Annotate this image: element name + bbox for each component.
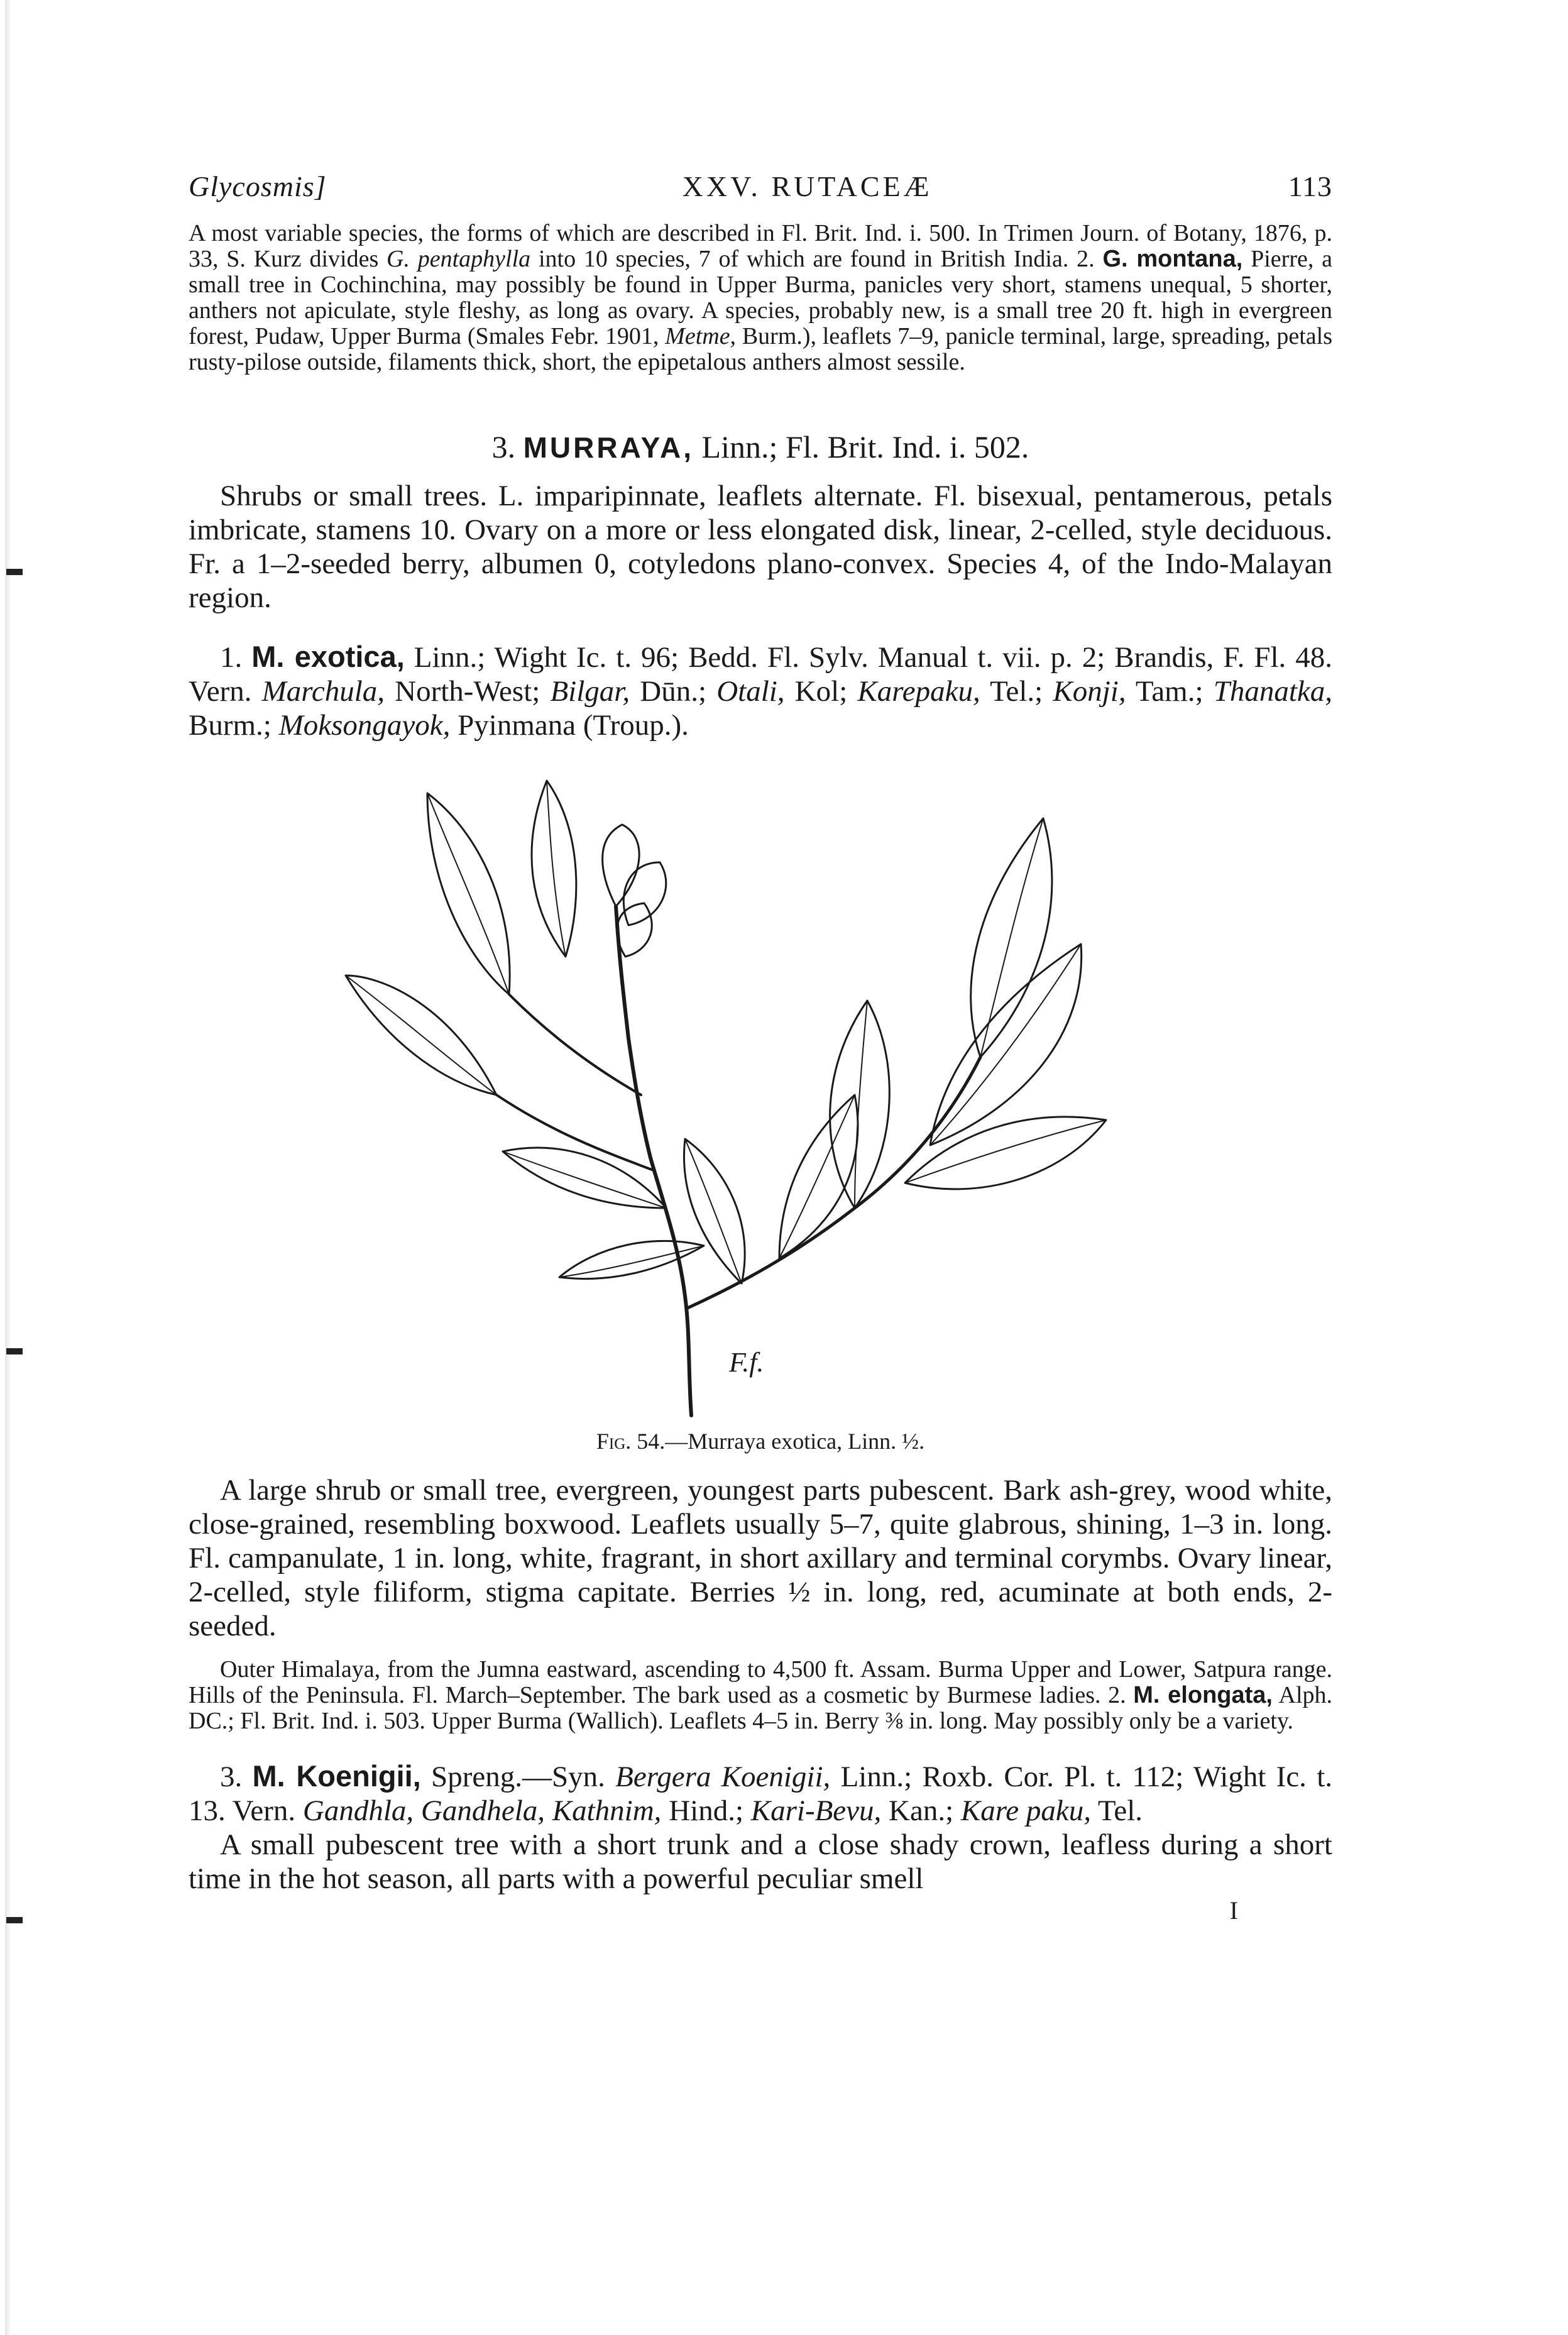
- vern-region-6: Burm.;: [189, 709, 279, 742]
- leaf-vein: [503, 1151, 666, 1208]
- vern-1: Marchula,: [261, 675, 385, 708]
- intro-text-3: Pierre, a small tree in Cochinchina, may possibly be found in Upper Burma, panicles very short, stamens unequal, 5 shorter, anthers not apiculate, style fleshy, as long as ovary. A species, probably new, is a small tree 20 ft. high in evergreen forest, Pudaw, Upper Burma (Smales Febr. 1901,: [189, 246, 1332, 350]
- species-1-entry: [189, 640, 1332, 742]
- species-3-vern-2: Kari-Bevu,: [750, 1794, 882, 1827]
- species-3-synonym: Bergera Koenigii,: [615, 1760, 831, 1793]
- intro-text-1: A most variable species, the forms of which are described in Fl. Brit. Ind. i. 500. In Trimen Journ. of Botany, 1876, p. 33, S. Kurz divides: [189, 220, 1332, 273]
- genus-authority: Linn.; Fl. Brit. Ind. i. 502.: [701, 429, 1029, 465]
- leaf: [930, 944, 1082, 1145]
- vern-region-5: Tam.;: [1126, 675, 1214, 708]
- leaf-vein: [930, 944, 1081, 1145]
- species-1-description: A large shrub or small tree, evergreen, youngest parts pubescent. Bark ash-grey, wood white, close-grained, resembling boxwood. Leaflets usually 5–7, quite glabrous, shining, 1–3 in. long. Fl. campanulate, 1 in. long, white, fragrant, in short axillary and terminal corymbs. Ovary linear, 2-celled, style filiform, stigma capitate. Berries ½ in. long, red, acuminate at both ends, 2-seeded.: [189, 1473, 1332, 1642]
- vern-region-4: Tel.;: [980, 675, 1053, 708]
- leaf: [532, 781, 576, 957]
- genus-number: 3.: [491, 429, 516, 465]
- species-3-ref-1: Spreng.—Syn.: [420, 1760, 616, 1793]
- species-3-vern-3: Kare paku,: [960, 1794, 1092, 1827]
- botanical-illustration: [302, 768, 1219, 1422]
- signature-mark: I: [1229, 1896, 1238, 1925]
- leaf-vein: [346, 975, 496, 1095]
- distribution-bold-name: M. elongata,: [1133, 1681, 1273, 1708]
- scan-edge: [5, 0, 11, 2335]
- species-3-ref-3: Hind.;: [661, 1794, 751, 1827]
- edge-mark: [6, 569, 23, 575]
- species-3-entry: [189, 1759, 1332, 1828]
- intro-species: G. pentaphylla: [387, 246, 531, 273]
- flower-bud: [623, 862, 666, 925]
- species-3-ref-2: Linn.; Roxb. Cor. Pl. t. 112; Wight Ic. t. 13. Vern.: [189, 1760, 1333, 1827]
- species-1-ref: Linn.; Wight Ic. t. 96; Bedd. Fl. Sylv. Manual t. vii. p. 2; Brandis, F. Fl. 48. Vern.: [189, 641, 1332, 708]
- species-3-description: A small pubescent tree with a short trunk and a close shady crown, leafless during a short time in the hot season, all parts with a powerful peculiar smell: [189, 1828, 1332, 1895]
- species-3-ref-5: Tel.: [1091, 1794, 1143, 1827]
- intro-text-2: into 10 species, 7 of which are found in British India. 2.: [530, 246, 1103, 273]
- caption-text: —Murraya exotica, Linn. ½.: [665, 1428, 925, 1454]
- species-3-ref-4: Kan.;: [881, 1794, 961, 1827]
- header-title: XXV. RUTACEÆ: [682, 170, 933, 202]
- species-1-distribution: [189, 1657, 1332, 1734]
- vern-4: Karepaku,: [857, 675, 980, 708]
- leaf: [830, 1001, 890, 1208]
- genus-description: Shrubs or small trees. L. imparipinnate, leaflets alternate. Fl. bisexual, pentamerous, petals imbricate, stamens 10. Ovary on a more or less elongated disk, linear, 2-celled, style deciduous. Fr. a 1–2-seeded berry, albumen 0, cotyledons plano-convex. Species 4, of the Indo-Malayan region.: [189, 480, 1332, 615]
- figure-murraya-exotica: [189, 768, 1332, 1422]
- vern-5: Konji,: [1053, 675, 1126, 708]
- distribution-text-2: Alph. DC.; Fl. Brit. Ind. i. 503. Upper Burma (Wallich). Leaflets 4–5 in. Berry ⅜ in. long. May possibly only be a variety.: [189, 1681, 1333, 1734]
- species-3-number: 3.: [220, 1760, 243, 1793]
- page: [189, 170, 1332, 1925]
- distribution-text-1: Outer Himalaya, from the Jumna eastward, ascending to 4,500 ft. Assam. Burma Upper and Lower, Satpura range. Hills of the Peninsula. Fl. March–September. The bark used as a cosmetic by Burmese ladies. 2.: [189, 1656, 1332, 1708]
- vern-region-7: Pyinmana (Troup.).: [450, 709, 689, 742]
- vern-6: Thanatka,: [1213, 675, 1332, 708]
- vern-3: Otali,: [716, 675, 785, 708]
- caption-figure-label: Fig. 54.: [596, 1428, 666, 1454]
- species-3-name: M. Koenigii,: [252, 1759, 421, 1793]
- illustrator-signature: F.f.: [729, 1346, 764, 1378]
- figure-caption: [189, 1428, 1332, 1454]
- edge-mark: [6, 1348, 23, 1354]
- species-1-number: 1.: [220, 641, 243, 674]
- page-number: 113: [1288, 170, 1332, 202]
- genus-name: MURRAYA,: [523, 431, 694, 464]
- intro-metme: Metme,: [665, 323, 737, 350]
- genus-heading: [189, 429, 1332, 465]
- species-3-vern-1: Gandhla, Gandhela, Kathnim,: [302, 1794, 662, 1827]
- leaf: [971, 818, 1052, 1057]
- branch: [509, 994, 641, 1095]
- vern-region-1: North-West;: [385, 675, 551, 708]
- edge-mark: [6, 1917, 23, 1923]
- header-left: Glycosmis]: [189, 170, 327, 202]
- vern-region-2: Dūn.;: [630, 675, 717, 708]
- running-header: [189, 170, 1332, 203]
- intro-note: [189, 221, 1332, 375]
- branch: [496, 1095, 654, 1170]
- species-1-name: M. exotica,: [251, 640, 405, 674]
- intro-bold-name: G. montana,: [1102, 246, 1243, 273]
- flower-bud: [603, 825, 640, 906]
- vern-2: Bilgar,: [550, 675, 630, 708]
- flower-bud: [617, 903, 652, 957]
- vern-region-3: Kol;: [784, 675, 858, 708]
- vern-7: Moksongayok,: [278, 709, 451, 742]
- intro-text-4: Burm.), leaflets 7–9, panicle terminal, large, spreading, petals rusty-pilose outside, filaments thick, short, the epipetalous anthers almost sessile.: [189, 323, 1332, 376]
- leaf: [503, 1148, 666, 1208]
